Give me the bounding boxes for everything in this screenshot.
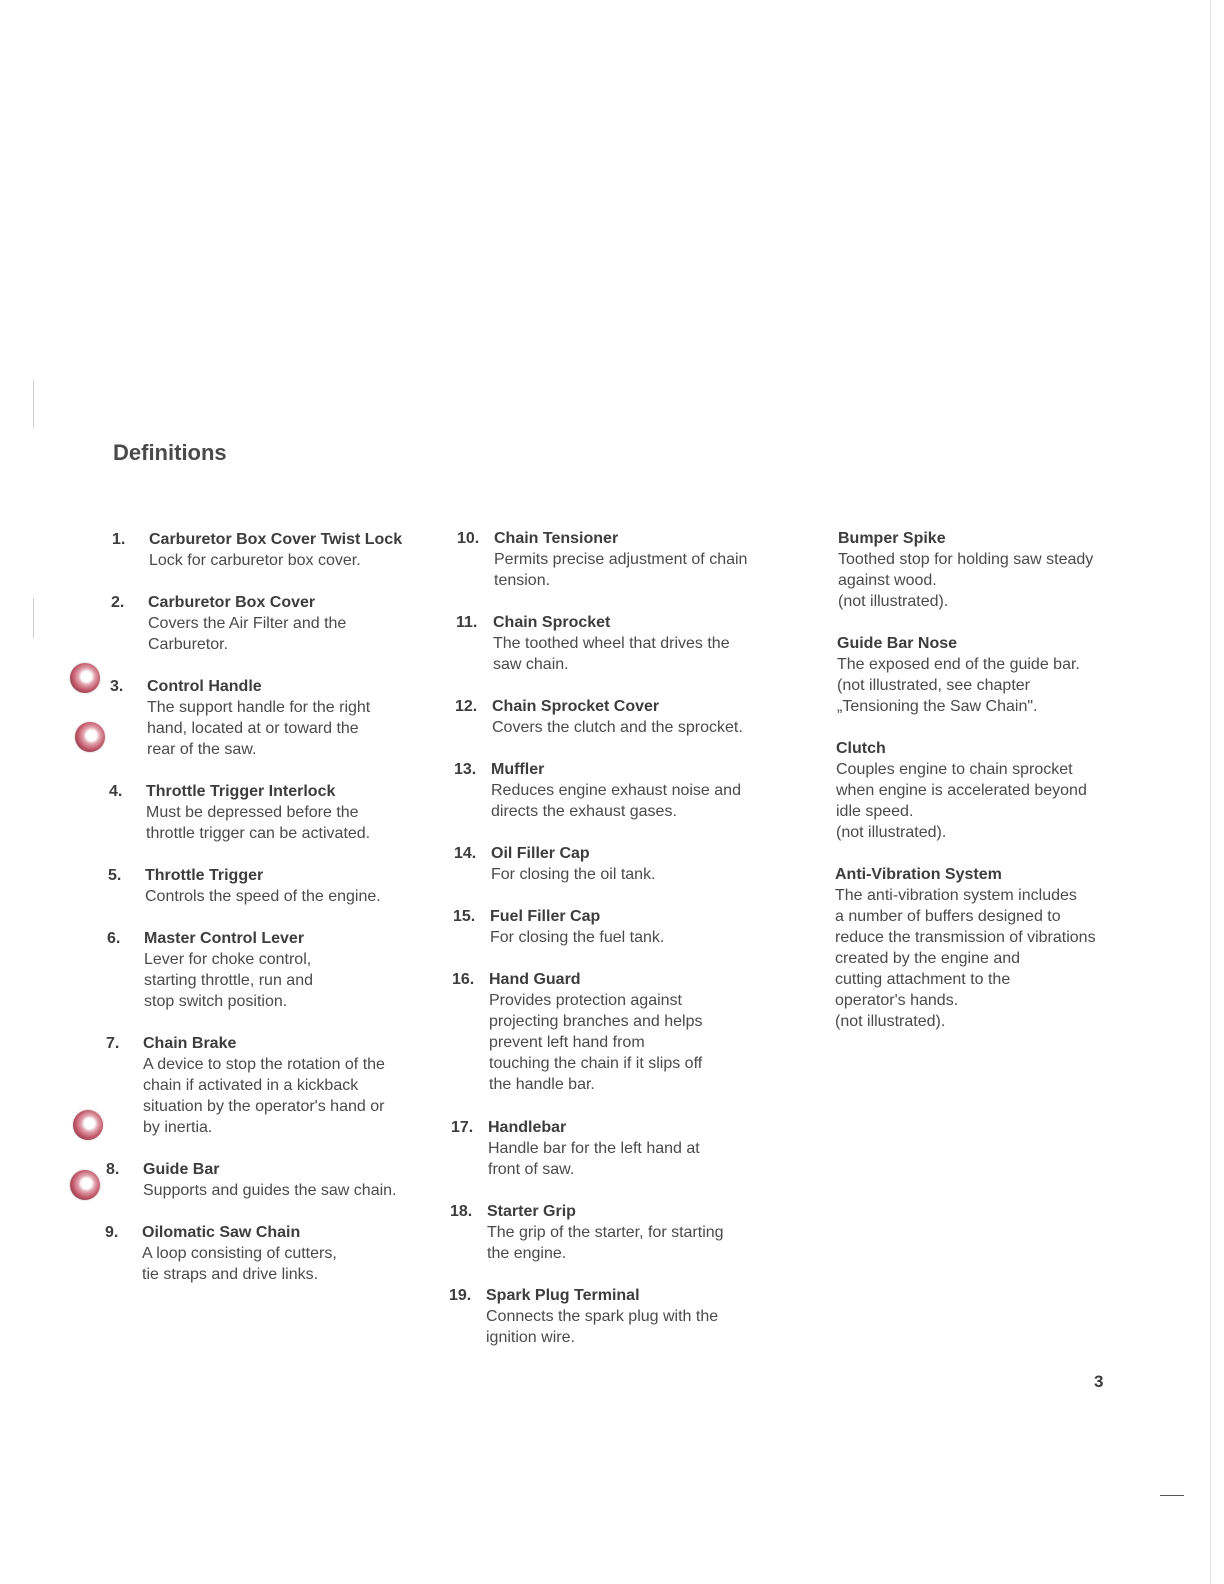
item-number: 13. — [454, 761, 477, 778]
item-number: 6. — [107, 930, 121, 947]
item-description: For closing the oil tank. — [491, 866, 656, 883]
item-description: Toothed stop for holding saw steady against wood. (not illustrated). — [838, 551, 1094, 610]
definition-item — [455, 696, 743, 738]
item-term: Throttle Trigger — [145, 867, 264, 884]
item-number: 10. — [457, 530, 480, 547]
item-description: Supports and guides the saw chain. — [143, 1182, 397, 1199]
item-term: Guide Bar — [143, 1161, 220, 1178]
item-number: 1. — [112, 531, 126, 548]
definition-item — [454, 843, 656, 885]
definition-item — [449, 1285, 718, 1348]
item-number: 5. — [108, 867, 122, 884]
item-description: Provides protection against projecting branches and helps prevent left hand from touching the chain if it slips off the handle bar. — [489, 992, 703, 1093]
item-number: 12. — [455, 698, 478, 715]
item-number: 4. — [109, 783, 123, 800]
item-number: 9. — [105, 1224, 119, 1241]
item-number: 14. — [454, 845, 477, 862]
item-description: Permits precise adjustment of chain tension. — [494, 551, 748, 589]
definition-item — [111, 592, 346, 655]
definition-item — [456, 612, 730, 675]
item-number: 8. — [106, 1161, 120, 1178]
definition-item — [109, 781, 370, 844]
item-term: Anti-Vibration System — [835, 866, 1002, 883]
item-term: Muffler — [491, 761, 545, 778]
page-edge-line — [1210, 0, 1211, 1584]
definition-item — [105, 1222, 337, 1285]
definition-item — [110, 676, 370, 760]
definition-item — [835, 864, 1096, 1032]
item-term: Hand Guard — [489, 971, 581, 988]
item-number: 15. — [453, 908, 476, 925]
item-term: Spark Plug Terminal — [486, 1287, 640, 1304]
item-term: Oil Filler Cap — [491, 845, 590, 862]
item-description: The toothed wheel that drives the saw chain. — [493, 635, 730, 673]
punch-hole-mark — [70, 663, 100, 693]
page-number: 3 — [1094, 1372, 1104, 1391]
definition-item — [106, 1159, 397, 1201]
page-title: Definitions — [113, 440, 227, 465]
definition-item — [112, 529, 402, 571]
item-term: Fuel Filler Cap — [490, 908, 601, 925]
item-description: For closing the fuel tank. — [490, 929, 665, 946]
item-description: The grip of the starter, for starting the engine. — [487, 1224, 724, 1262]
item-description: Controls the speed of the engine. — [145, 888, 381, 905]
item-description: A device to stop the rotation of the chain if activated in a kickback situation by the operator's hand or by inertia. — [143, 1056, 385, 1136]
item-number: 3. — [110, 678, 124, 695]
punch-hole-mark — [70, 1170, 100, 1200]
item-description: Lever for choke control, starting throttle, run and stop switch position. — [144, 951, 313, 1010]
definition-item — [838, 528, 1093, 612]
item-term: Carburetor Box Cover Twist Lock — [149, 531, 403, 548]
item-number: 16. — [452, 971, 475, 988]
item-term: Bumper Spike — [838, 530, 946, 547]
item-term: Oilomatic Saw Chain — [142, 1224, 301, 1241]
definition-item — [106, 1033, 385, 1138]
item-description: Lock for carburetor box cover. — [149, 552, 361, 569]
item-term: Starter Grip — [487, 1203, 576, 1220]
item-term: Master Control Lever — [144, 930, 305, 947]
item-term: Control Handle — [147, 678, 262, 695]
punch-hole-mark — [73, 1110, 103, 1140]
item-number: 17. — [451, 1119, 474, 1136]
definition-item — [451, 1117, 700, 1180]
item-term: Throttle Trigger Interlock — [146, 783, 336, 800]
definition-item — [837, 633, 1080, 717]
definition-item — [452, 969, 702, 1095]
item-term: Clutch — [836, 740, 886, 757]
item-term: Chain Sprocket Cover — [492, 698, 660, 715]
scan-edge-mark — [33, 598, 34, 638]
item-description: The exposed end of the guide bar. (not illustrated, see chapter „Tensioning the Saw Chain". — [837, 656, 1080, 715]
item-description: Covers the clutch and the sprocket. — [492, 719, 743, 736]
item-number: 11. — [456, 614, 478, 631]
item-description: A loop consisting of cutters, tie straps and drive links. — [142, 1245, 337, 1283]
item-term: Guide Bar Nose — [837, 635, 958, 652]
item-term: Chain Tensioner — [494, 530, 619, 547]
punch-hole-mark — [75, 722, 105, 752]
item-number: 18. — [450, 1203, 473, 1220]
item-term: Carburetor Box Cover — [148, 594, 316, 611]
scan-edge-mark — [1160, 1495, 1184, 1496]
item-description: Handle bar for the left hand at front of saw. — [488, 1140, 700, 1178]
scan-edge-mark — [33, 380, 34, 428]
definition-item — [107, 928, 313, 1012]
item-description: The anti-vibration system includes a number of buffers designed to reduce the transmission of vibrations created by the engine and cutting attachment to the operator's hands. (not illustrated). — [835, 887, 1096, 1030]
item-number: 2. — [111, 594, 125, 611]
definition-item — [454, 759, 741, 822]
item-term: Chain Brake — [143, 1035, 237, 1052]
definition-item — [108, 865, 381, 907]
definition-item — [453, 906, 664, 948]
item-description: Connects the spark plug with the ignition wire. — [486, 1308, 719, 1346]
item-number: 7. — [106, 1035, 120, 1052]
item-description: Covers the Air Filter and the Carburetor. — [148, 615, 347, 653]
definition-item — [457, 528, 747, 591]
item-description: Must be depressed before the throttle trigger can be activated. — [146, 804, 371, 842]
item-number: 19. — [449, 1287, 472, 1304]
item-description: Reduces engine exhaust noise and directs the exhaust gases. — [491, 782, 741, 820]
definition-item — [836, 738, 1087, 843]
item-description: Couples engine to chain sprocket when engine is accelerated beyond idle speed. (not illustrated). — [836, 761, 1087, 841]
item-term: Handlebar — [488, 1119, 567, 1136]
item-term: Chain Sprocket — [493, 614, 611, 631]
item-description: The support handle for the right hand, located at or toward the rear of the saw. — [147, 699, 371, 758]
definition-item — [450, 1201, 724, 1264]
